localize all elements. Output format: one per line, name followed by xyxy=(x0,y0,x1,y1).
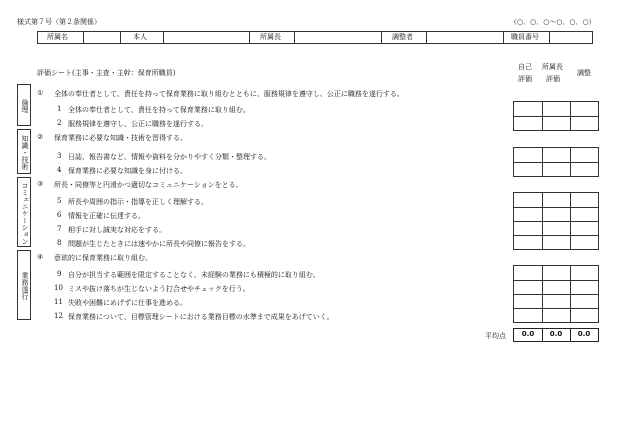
manager-label: 所属長 xyxy=(260,33,281,41)
item-text: 情報を正確に伝達する。 xyxy=(68,212,145,220)
item-text: 問題が生じたときには速やかに所長や同僚に報告をする。 xyxy=(68,240,250,248)
staff-number-label: 職員番号 xyxy=(511,33,539,41)
affiliation-label: 所属名 xyxy=(47,33,68,41)
heading-number: ② xyxy=(37,133,44,141)
score-grid-execution[interactable] xyxy=(513,265,599,323)
heading-number: ① xyxy=(37,89,44,97)
category-ethics: 倫理 xyxy=(17,84,31,126)
average-manager: 0.0 xyxy=(549,330,563,338)
item-text: 失敗や困難にめげずに仕事を進める。 xyxy=(68,299,187,307)
item-number: 11 xyxy=(54,298,63,306)
average-label: 平均点 xyxy=(485,332,506,340)
item-number: 12 xyxy=(54,312,63,320)
item-number: 3 xyxy=(57,152,62,160)
item-text: 保育業務について、目標管理シートにおける業務目標の水準まで成果をあげていく。 xyxy=(68,313,334,321)
average-adjust: 0.0 xyxy=(577,330,591,338)
self-eval-header-2: 評価 xyxy=(518,75,532,83)
score-grid-knowledge[interactable] xyxy=(513,147,599,177)
item-text: 保育業務に必要な知識を身に付ける。 xyxy=(68,167,187,175)
average-score-box xyxy=(513,328,599,342)
sheet-title: 評価シート(主事・主査・主幹：保育所職員) xyxy=(37,69,176,77)
category-knowledge: 知識・技術 xyxy=(17,129,31,174)
item-text: ミスや抜け落ちが生じないよう打合せやチェックを行う。 xyxy=(68,285,250,293)
heading-number: ③ xyxy=(37,180,44,188)
item-number: 2 xyxy=(57,119,62,127)
item-number: 1 xyxy=(57,105,62,113)
category-execution: 業務遂行 xyxy=(17,250,31,320)
heading-text: 所長・同僚等と円滑かつ適切なコミュニケーションをとる。 xyxy=(54,181,243,189)
item-number: 10 xyxy=(54,284,63,292)
item-text: 服務規律を遵守し、公正に職務を遂行する。 xyxy=(68,120,208,128)
item-text: 全体の奉仕者として、責任を持って保育業務に取り組む。 xyxy=(68,106,250,114)
manager-eval-header-1: 所属長 xyxy=(542,63,563,71)
heading-text: 保育業務に必要な知識・技術を習得する。 xyxy=(54,134,187,142)
item-number: 5 xyxy=(57,197,62,205)
score-grid-communication[interactable] xyxy=(513,192,599,250)
self-eval-header-1: 自己 xyxy=(518,63,532,71)
heading-number: ④ xyxy=(37,253,44,261)
item-number: 7 xyxy=(57,225,62,233)
manager-eval-header-2: 評価 xyxy=(546,75,560,83)
item-text: 自分が担当する範囲を限定することなく、未経験の業務にも積極的に取り組む。 xyxy=(68,271,320,279)
adjuster-label: 調整者 xyxy=(392,33,413,41)
item-number: 6 xyxy=(57,211,62,219)
item-number: 8 xyxy=(57,239,62,247)
item-text: 日誌、報告書など、情報や資料を分かりやすく分類・整理する。 xyxy=(68,153,271,161)
score-grid-ethics[interactable] xyxy=(513,101,599,131)
date-range: （○．○．○〜○．○．○） xyxy=(510,18,596,26)
item-number: 9 xyxy=(57,270,62,278)
header-table xyxy=(37,31,593,44)
item-number: 4 xyxy=(57,166,62,174)
item-text: 相手に対し誠実な対応をする。 xyxy=(68,226,166,234)
heading-text: 意欲的に保育業務に取り組む。 xyxy=(54,254,152,262)
heading-text: 全体の奉仕者として、責任を持って保育業務に取り組むとともに、服務規律を遵守し、公正に職務を遂行する。 xyxy=(54,90,404,98)
adjust-header: 調整 xyxy=(577,69,591,77)
form-number: 様式第７号（第２条関係） xyxy=(17,18,101,26)
item-text: 所長や周囲の指示・指導を正しく理解する。 xyxy=(68,198,208,206)
category-communication: コミュニケーション xyxy=(17,177,31,247)
person-label: 本人 xyxy=(133,33,147,41)
average-self: 0.0 xyxy=(521,330,535,338)
